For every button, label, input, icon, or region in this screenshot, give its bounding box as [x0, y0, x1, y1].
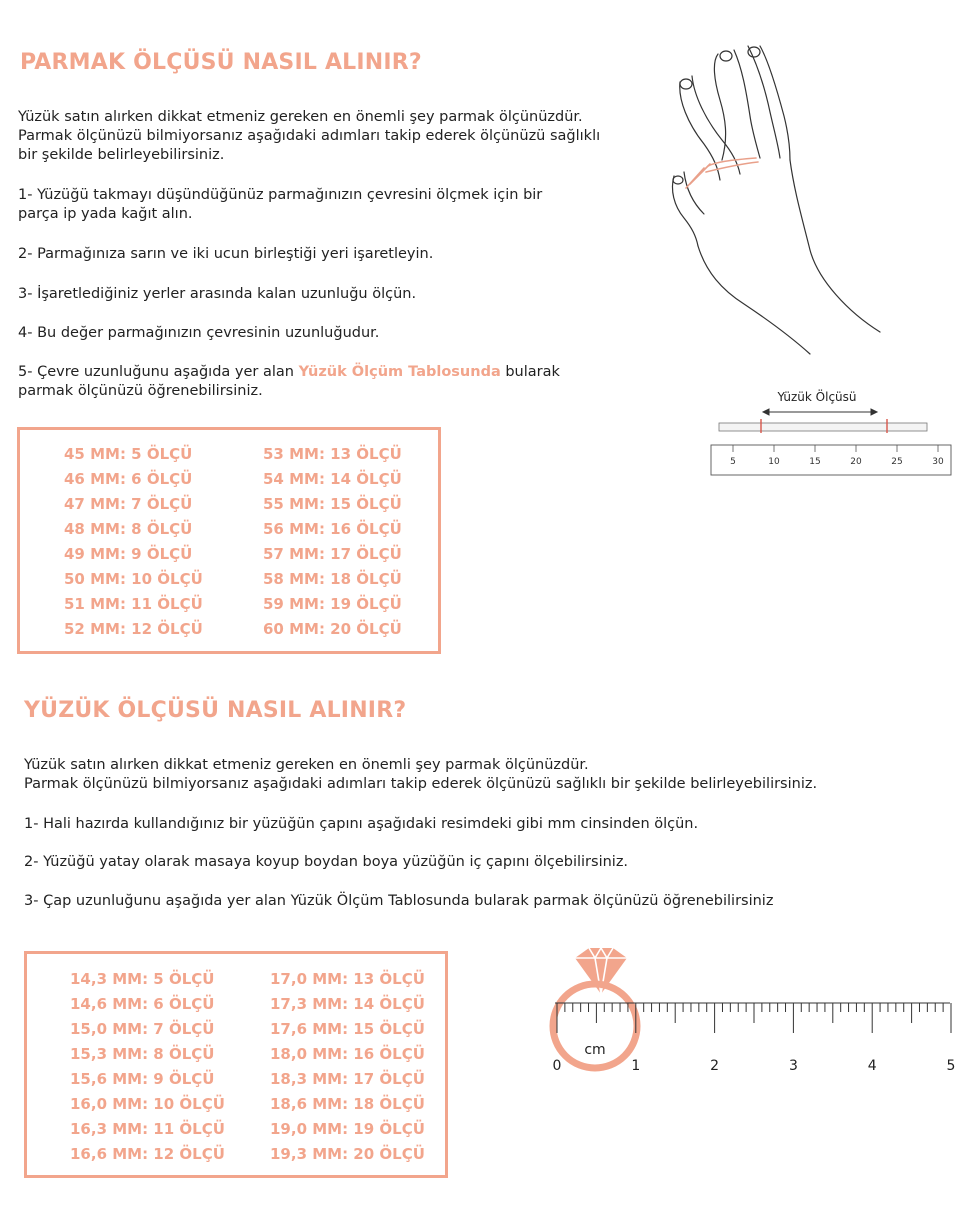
- strip-tick-label: 25: [891, 457, 903, 467]
- ruler-number: 1: [631, 1058, 641, 1074]
- strip-measure-label: Yüzük Ölçüsü: [777, 390, 857, 404]
- size-row: 15,0 MM: 7 ÖLÇÜ: [70, 1020, 215, 1038]
- strip-tick-label: 15: [809, 457, 821, 467]
- strip-tick-label: 20: [850, 457, 862, 467]
- ruler-number: 4: [867, 1058, 877, 1074]
- size-row: 55 MM: 15 ÖLÇÜ: [263, 495, 402, 513]
- size-row: 60 MM: 20 ÖLÇÜ: [263, 620, 402, 638]
- size-row: 17,3 MM: 14 ÖLÇÜ: [270, 995, 425, 1013]
- ruler-number: 2: [710, 1058, 720, 1074]
- size-row: 16,6 MM: 12 ÖLÇÜ: [70, 1145, 225, 1163]
- size-row: 18,3 MM: 17 ÖLÇÜ: [270, 1070, 425, 1088]
- ring-intro-text: Yüzük satın alırken dikkat etmeniz gereken en önemli şey parmak ölçünüzdür. Parmak ölçünüzü bilmiyorsanız aşağıdaki adımları takip ederek ölçünüzü sağlıklı bir şekilde belirleyebilirsiniz.: [24, 757, 818, 792]
- size-row: 52 MM: 12 ÖLÇÜ: [64, 620, 203, 638]
- hand-ring-finger: [680, 82, 720, 180]
- finger-step-5: [18, 363, 668, 401]
- finger-step-2: 2- Parmağınıza sarın ve iki ucun birleştiği yeri işaretleyin.: [18, 246, 434, 262]
- ring-step-1: 1- Hali hazırda kullandığınız bir yüzüğün çapını aşağıdaki resimdeki gibi mm cinsinden ölçün.: [24, 816, 699, 832]
- finger-step-5-after: bularak parmak ölçünüzü öğrenebilirsiniz.: [18, 364, 560, 399]
- strip-tick-label: 5: [730, 457, 736, 467]
- hand-pinky-finger: [672, 176, 698, 246]
- paper-strip-ruler-illustration: [705, 385, 965, 485]
- size-row: 56 MM: 16 ÖLÇÜ: [263, 520, 402, 538]
- size-row: 51 MM: 11 ÖLÇÜ: [64, 595, 203, 613]
- size-row: 46 MM: 6 ÖLÇÜ: [64, 470, 193, 488]
- hand-measuring-illustration: [660, 40, 920, 360]
- size-row: 15,6 MM: 9 ÖLÇÜ: [70, 1070, 215, 1088]
- finger-size-column-left: [64, 442, 203, 642]
- strip-ruler-body: [711, 445, 951, 475]
- ring-size-title: YÜZÜK ÖLÇÜSÜ NASIL ALINIR?: [24, 698, 407, 723]
- hand-middle-finger: [748, 46, 780, 158]
- finger-step-3: 3- İşaretlediğiniz yerler arasında kalan uzunluğu ölçün.: [18, 286, 417, 302]
- size-row: 48 MM: 8 ÖLÇÜ: [64, 520, 193, 538]
- size-row: 15,3 MM: 8 ÖLÇÜ: [70, 1045, 215, 1063]
- strip-tick-label: 30: [932, 457, 944, 467]
- ruler-number: 5: [946, 1058, 956, 1074]
- ruler-number: 3: [788, 1058, 798, 1074]
- finger-step-4: 4- Bu değer parmağınızın çevresinin uzunluğudur.: [18, 325, 380, 341]
- size-row: 53 MM: 13 ÖLÇÜ: [263, 445, 402, 463]
- ruler-number: 0: [552, 1058, 562, 1074]
- size-row: 17,0 MM: 13 ÖLÇÜ: [270, 970, 425, 988]
- finger-size-table: [17, 427, 441, 654]
- ring-step-2: 2- Yüzüğü yatay olarak masaya koyup boydan boya yüzüğün iç çapını ölçebilirsiniz.: [24, 854, 629, 870]
- size-row: 18,6 MM: 18 ÖLÇÜ: [270, 1095, 425, 1113]
- size-row: 19,0 MM: 19 ÖLÇÜ: [270, 1120, 425, 1138]
- paper-strip: [719, 423, 927, 431]
- finger-size-title: PARMAK ÖLÇÜSÜ NASIL ALINIR?: [20, 50, 422, 75]
- finger-step-5-before: 5- Çevre uzunluğunu aşağıda yer alan: [18, 364, 299, 380]
- size-row: 19,3 MM: 20 ÖLÇÜ: [270, 1145, 425, 1163]
- size-row: 49 MM: 9 ÖLÇÜ: [64, 545, 193, 563]
- size-row: 18,0 MM: 16 ÖLÇÜ: [270, 1045, 425, 1063]
- ring-size-table-link: Yüzük Ölçüm Tablosunda: [298, 364, 501, 380]
- size-row: 54 MM: 14 ÖLÇÜ: [263, 470, 402, 488]
- size-row: 58 MM: 18 ÖLÇÜ: [263, 570, 402, 588]
- size-row: 16,3 MM: 11 ÖLÇÜ: [70, 1120, 225, 1138]
- finger-intro-text: Yüzük satın alırken dikkat etmeniz gereken en önemli şey parmak ölçünüzdür. Parmak ölçünüzü bilmiyorsanız aşağıdaki adımları takip ederek ölçünüzü sağlıklı bir şekilde belirleyebilirsiniz.: [18, 109, 601, 163]
- ring-size-column-right: [270, 967, 425, 1167]
- hand-index-finger: [714, 54, 725, 160]
- ring-step-3: 3- Çap uzunluğunu aşağıda yer alan Yüzük Ölçüm Tablosunda bularak parmak ölçünüzü öğrenebilirsiniz: [24, 893, 774, 909]
- strip-tick-label: 10: [768, 457, 780, 467]
- size-row: 14,6 MM: 6 ÖLÇÜ: [70, 995, 215, 1013]
- ring-ruler-illustration: [545, 944, 965, 1084]
- measuring-string: [686, 158, 758, 188]
- finger-size-column-right: [263, 442, 402, 642]
- size-row: 59 MM: 19 ÖLÇÜ: [263, 595, 402, 613]
- size-row: 45 MM: 5 ÖLÇÜ: [64, 445, 193, 463]
- finger-step-1: 1- Yüzüğü takmayı düşündüğünüz parmağınızın çevresini ölçmek için bir parça ip yada kağıt alın.: [18, 187, 543, 222]
- size-row: 57 MM: 17 ÖLÇÜ: [263, 545, 402, 563]
- size-row: 14,3 MM: 5 ÖLÇÜ: [70, 970, 215, 988]
- size-row: 50 MM: 10 ÖLÇÜ: [64, 570, 203, 588]
- size-row: 16,0 MM: 10 ÖLÇÜ: [70, 1095, 225, 1113]
- size-row: 17,6 MM: 15 ÖLÇÜ: [270, 1020, 425, 1038]
- ruler-unit-label: cm: [584, 1042, 606, 1058]
- ring-size-table: [24, 951, 448, 1178]
- ring-size-column-left: [70, 967, 225, 1167]
- size-row: 47 MM: 7 ÖLÇÜ: [64, 495, 193, 513]
